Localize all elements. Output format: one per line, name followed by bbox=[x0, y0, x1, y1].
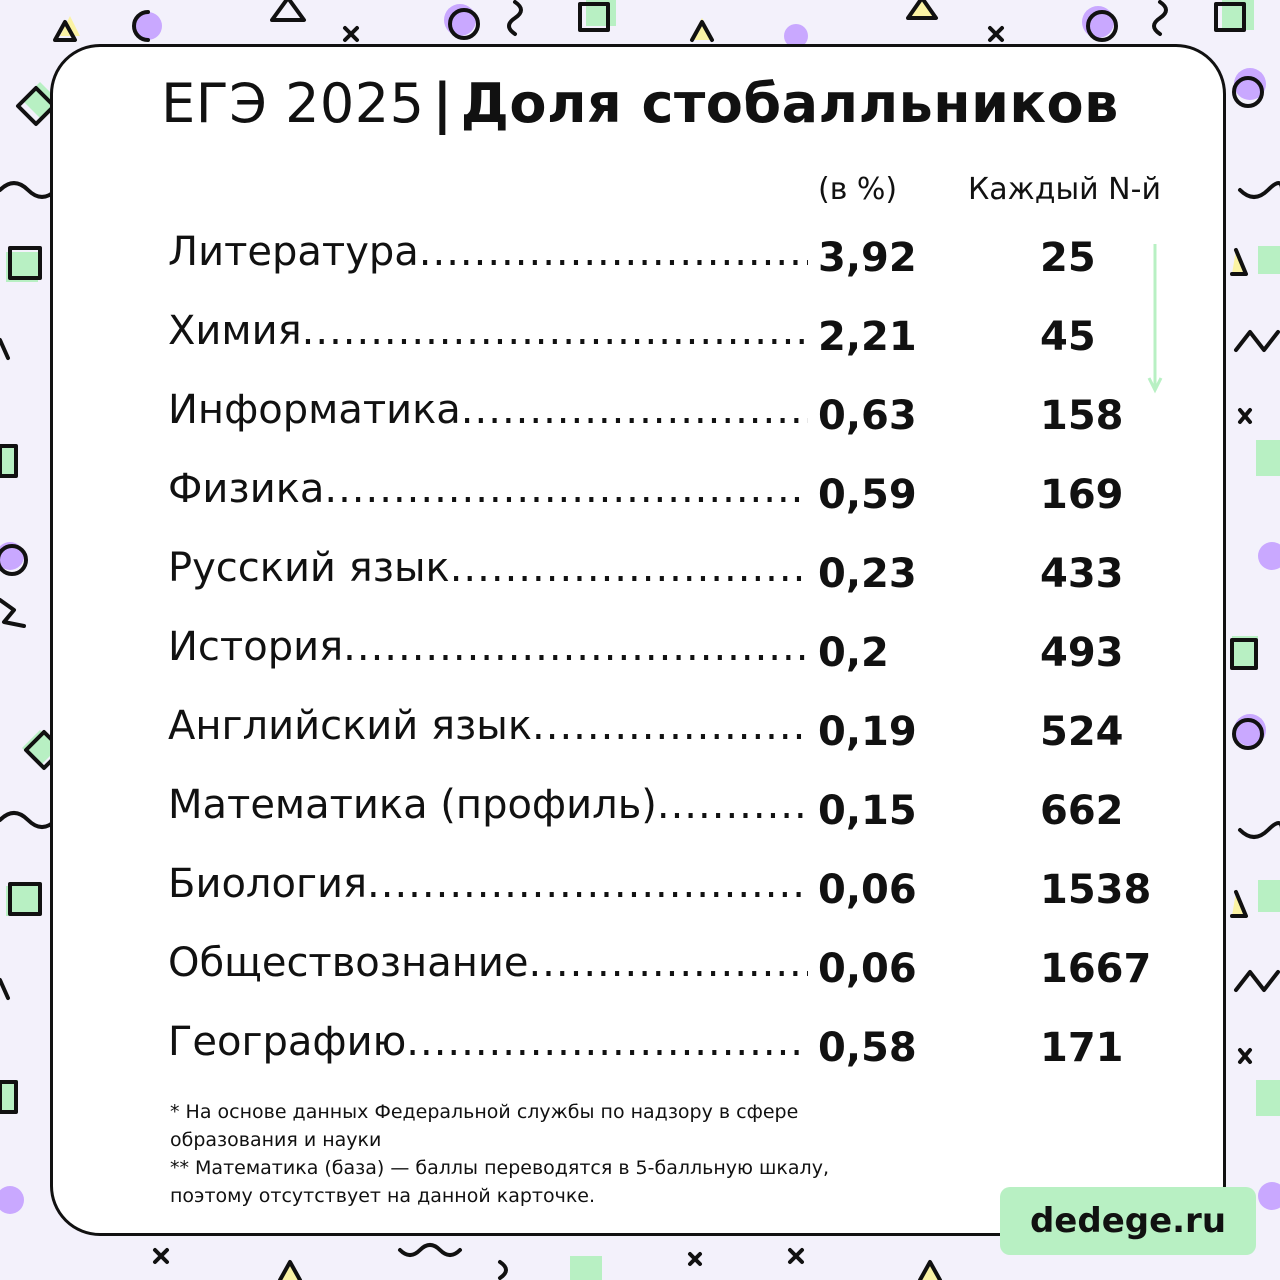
every-nth-value: 158 bbox=[1040, 393, 1124, 439]
title-exam: ЕГЭ 2025 bbox=[161, 72, 425, 135]
every-nth-value: 25 bbox=[1040, 235, 1096, 281]
subject-name: Обществознание ..... bbox=[168, 939, 808, 987]
arrow-down-icon bbox=[1143, 244, 1167, 394]
table-row bbox=[168, 386, 1168, 446]
subject-name: Литература ..... bbox=[168, 228, 808, 276]
column-header-every-nth: Каждый N-й bbox=[968, 172, 1161, 207]
table-row bbox=[168, 623, 1168, 683]
subject-name: Русский язык ..... bbox=[168, 544, 808, 592]
percent-value: 0,19 bbox=[818, 709, 917, 755]
every-nth-value: 171 bbox=[1040, 1025, 1124, 1071]
table-row bbox=[168, 544, 1168, 604]
table-row bbox=[168, 860, 1168, 920]
table-row bbox=[168, 465, 1168, 525]
page-title bbox=[0, 72, 1280, 136]
every-nth-value: 45 bbox=[1040, 314, 1096, 360]
every-nth-value: 662 bbox=[1040, 788, 1124, 834]
table-row bbox=[168, 1018, 1168, 1078]
footnote-math-base: ** Математика (база) — баллы переводятся в 5-балльную шкалу, поэтому отсутствует на данной карточке. bbox=[170, 1157, 829, 1207]
percent-value: 0,59 bbox=[818, 472, 917, 518]
percent-value: 0,63 bbox=[818, 393, 917, 439]
subject-name: Биология ..... bbox=[168, 860, 808, 908]
column-header-percent: (в %) bbox=[818, 172, 898, 207]
every-nth-value: 1667 bbox=[1040, 946, 1152, 992]
every-nth-value: 1538 bbox=[1040, 867, 1152, 913]
percent-value: 0,2 bbox=[818, 630, 889, 676]
footnotes bbox=[170, 1098, 870, 1210]
percent-value: 0,06 bbox=[818, 867, 917, 913]
subject-name: Химия ..... bbox=[168, 307, 808, 355]
subject-name: История ..... bbox=[168, 623, 808, 671]
table-row bbox=[168, 702, 1168, 762]
subject-name: Физика ..... bbox=[168, 465, 808, 513]
title-separator: | bbox=[432, 72, 453, 135]
table-row bbox=[168, 939, 1168, 999]
percent-value: 2,21 bbox=[818, 314, 917, 360]
table-row bbox=[168, 307, 1168, 367]
every-nth-value: 433 bbox=[1040, 551, 1124, 597]
percent-value: 0,06 bbox=[818, 946, 917, 992]
percent-value: 0,15 bbox=[818, 788, 917, 834]
every-nth-value: 493 bbox=[1040, 630, 1124, 676]
percent-value: 3,92 bbox=[818, 235, 917, 281]
table-row bbox=[168, 228, 1168, 288]
percent-value: 0,58 bbox=[818, 1025, 917, 1071]
table-row bbox=[168, 781, 1168, 841]
subject-name: Информатика ..... bbox=[168, 386, 808, 434]
brand-badge: dedege.ru bbox=[1000, 1187, 1256, 1255]
every-nth-value: 169 bbox=[1040, 472, 1124, 518]
subject-name: Английский язык ..... bbox=[168, 702, 808, 750]
subject-name: Математика (профиль) ..... bbox=[168, 781, 808, 829]
percent-value: 0,23 bbox=[818, 551, 917, 597]
subject-name: Географию ..... bbox=[168, 1018, 808, 1066]
title-subject: Доля стобалльников bbox=[460, 72, 1119, 135]
every-nth-value: 524 bbox=[1040, 709, 1124, 755]
footnote-source: * На основе данных Федеральной службы по надзору в сфере образования и науки bbox=[170, 1101, 799, 1151]
